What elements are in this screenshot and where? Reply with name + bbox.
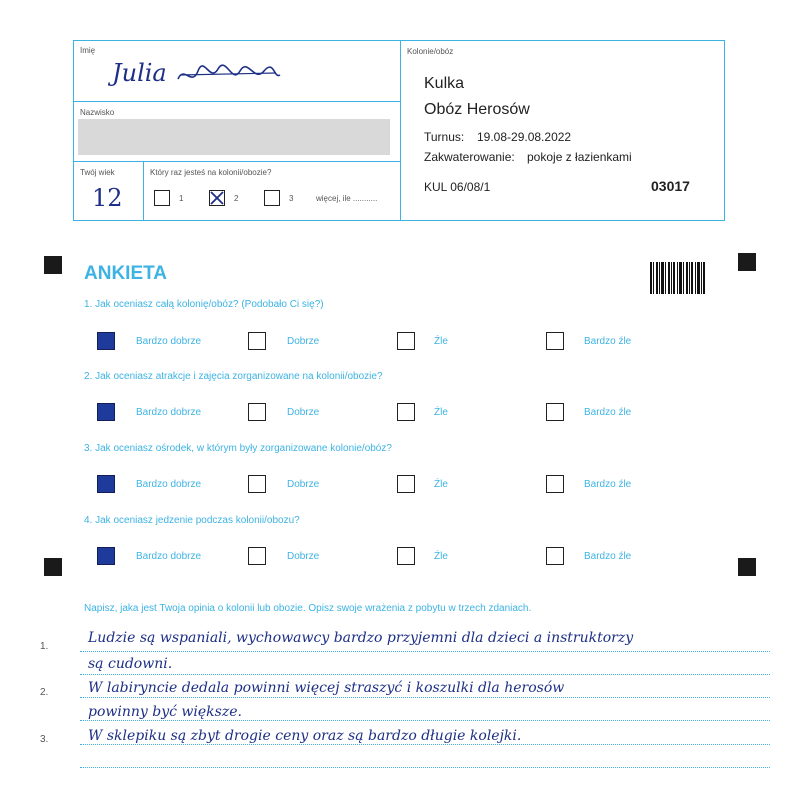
times-checkbox-2[interactable] <box>209 190 225 206</box>
q2-option-dobrze-label: Dobrze <box>287 407 320 418</box>
turnus-value: 19.08-29.08.2022 <box>477 130 572 144</box>
colony-name: Kulka <box>424 75 465 92</box>
q1-option-bardzo-zle-checkbox[interactable] <box>546 332 564 350</box>
q4-option-bardzo-zle-checkbox[interactable] <box>546 547 564 565</box>
q4-option-zle-checkbox[interactable] <box>397 547 415 565</box>
question-1-text: 1. Jak oceniasz całą kolonię/obóz? (Podobało Ci się?) <box>84 299 324 310</box>
q2-option-bardzo-dobrze-checkbox[interactable] <box>97 403 115 421</box>
answer-line-5 <box>80 744 770 745</box>
answer-line-1 <box>80 651 770 652</box>
answer-number-1: 1. <box>40 641 49 652</box>
accommodation-label: Zakwaterowanie: <box>424 150 515 164</box>
accommodation-value: pokoje z łazienkami <box>527 150 632 164</box>
turnus-label: Turnus: <box>424 130 465 144</box>
q2-option-zle-checkbox[interactable] <box>397 403 415 421</box>
q1-option-dobrze-label: Dobrze <box>287 336 320 347</box>
q3-option-bardzo-zle-checkbox[interactable] <box>546 475 564 493</box>
question-4-text: 4. Jak oceniasz jedzenie podczas kolonii/obozu? <box>84 515 300 526</box>
colony-code: KUL 06/08/1 <box>424 180 491 194</box>
q3-option-zle-label: Źle <box>434 479 448 490</box>
q1-option-bardzo-zle-label: Bardzo źle <box>584 336 632 347</box>
answer-text-line-5[interactable]: W sklepiku są zbyt drogie ceny oraz są bardzo długie kolejki. <box>88 728 522 744</box>
registration-mark-top-left <box>44 256 62 274</box>
q4-option-bardzo-dobrze-checkbox[interactable] <box>97 547 115 565</box>
answer-text-line-4[interactable]: powinny być większe. <box>88 704 242 720</box>
q1-option-zle-checkbox[interactable] <box>397 332 415 350</box>
opinion-prompt: Napisz, jaka jest Twoja opinia o kolonii lub obozie. Opisz swoje wrażenia z pobytu w trzech zdaniach. <box>84 603 532 614</box>
times-label: Który raz jesteś na kolonii/obozie? <box>150 168 272 177</box>
times-checkbox-3[interactable] <box>264 190 280 206</box>
answer-line-3 <box>80 697 770 698</box>
times-more-label: więcej, ile ........... <box>316 194 378 203</box>
surname-redacted <box>78 119 390 155</box>
q3-option-bardzo-dobrze-checkbox[interactable] <box>97 475 115 493</box>
first-name-section <box>74 41 400 102</box>
answer-number-3: 3. <box>40 734 49 745</box>
times-option-3: 3 <box>289 194 294 203</box>
q1-option-bardzo-dobrze-checkbox[interactable] <box>97 332 115 350</box>
surname-label: Nazwisko <box>80 108 115 117</box>
q1-option-dobrze-checkbox[interactable] <box>248 332 266 350</box>
colony-label: Kolonie/obóz <box>407 47 454 56</box>
personal-info-box <box>73 40 401 221</box>
answer-text-line-2[interactable]: są cudowni. <box>88 656 173 672</box>
q3-option-dobrze-label: Dobrze <box>287 479 320 490</box>
answer-line-4 <box>80 720 770 721</box>
q2-option-bardzo-zle-label: Bardzo źle <box>584 407 632 418</box>
survey-title: ANKIETA <box>84 263 168 284</box>
answer-line-6 <box>80 767 770 768</box>
q4-option-bardzo-zle-label: Bardzo źle <box>584 551 632 562</box>
q4-option-dobrze-checkbox[interactable] <box>248 547 266 565</box>
q1-option-bardzo-dobrze-label: Bardzo dobrze <box>136 336 202 347</box>
answer-text-line-3[interactable]: W labiryncie dedala powinni więcej straszyć i koszulki dla herosów <box>88 680 565 696</box>
age-label: Twój wiek <box>80 168 115 177</box>
age-value[interactable]: 12 <box>92 184 123 212</box>
q3-option-zle-checkbox[interactable] <box>397 475 415 493</box>
scribbled-text <box>174 61 284 96</box>
q3-option-bardzo-dobrze-label: Bardzo dobrze <box>136 479 202 490</box>
question-2-text: 2. Jak oceniasz atrakcje i zajęcia zorganizowane na kolonii/obozie? <box>84 371 383 382</box>
q2-option-bardzo-dobrze-label: Bardzo dobrze <box>136 407 202 418</box>
scribble-icon <box>174 61 284 91</box>
q1-option-zle-label: Źle <box>434 336 448 347</box>
registration-mark-bottom-left <box>44 558 62 576</box>
q4-option-bardzo-dobrze-label: Bardzo dobrze <box>136 551 202 562</box>
times-option-1: 1 <box>179 194 184 203</box>
answer-text-line-1[interactable]: Ludzie są wspaniali, wychowawcy bardzo przyjemni dla dzieci a instruktorzy <box>88 630 634 646</box>
q3-option-bardzo-zle-label: Bardzo źle <box>584 479 632 490</box>
barcode <box>650 262 706 299</box>
registration-mark-top-right <box>738 253 756 271</box>
q4-option-zle-label: Źle <box>434 551 448 562</box>
surname-section <box>74 102 400 162</box>
cross-mark-icon <box>210 191 224 205</box>
q2-option-bardzo-zle-checkbox[interactable] <box>546 403 564 421</box>
registration-mark-bottom-right <box>738 558 756 576</box>
colony-number: 03017 <box>651 178 690 194</box>
age-section <box>74 162 144 220</box>
first-name-value[interactable]: Julia <box>112 59 167 87</box>
first-name-label: Imię <box>80 46 96 55</box>
q3-option-dobrze-checkbox[interactable] <box>248 475 266 493</box>
q2-option-zle-label: Źle <box>434 407 448 418</box>
q2-option-dobrze-checkbox[interactable] <box>248 403 266 421</box>
times-section <box>144 162 400 220</box>
times-option-2: 2 <box>234 194 239 203</box>
answer-line-2 <box>80 674 770 675</box>
question-3-text: 3. Jak oceniasz ośrodek, w którym były zorganizowane kolonie/obóz? <box>84 443 392 454</box>
times-checkbox-1[interactable] <box>154 190 170 206</box>
answer-number-2: 2. <box>40 687 49 698</box>
colony-info-box <box>400 40 725 221</box>
camp-name: Obóz Herosów <box>424 101 530 118</box>
barcode-icon <box>650 262 706 294</box>
q4-option-dobrze-label: Dobrze <box>287 551 320 562</box>
